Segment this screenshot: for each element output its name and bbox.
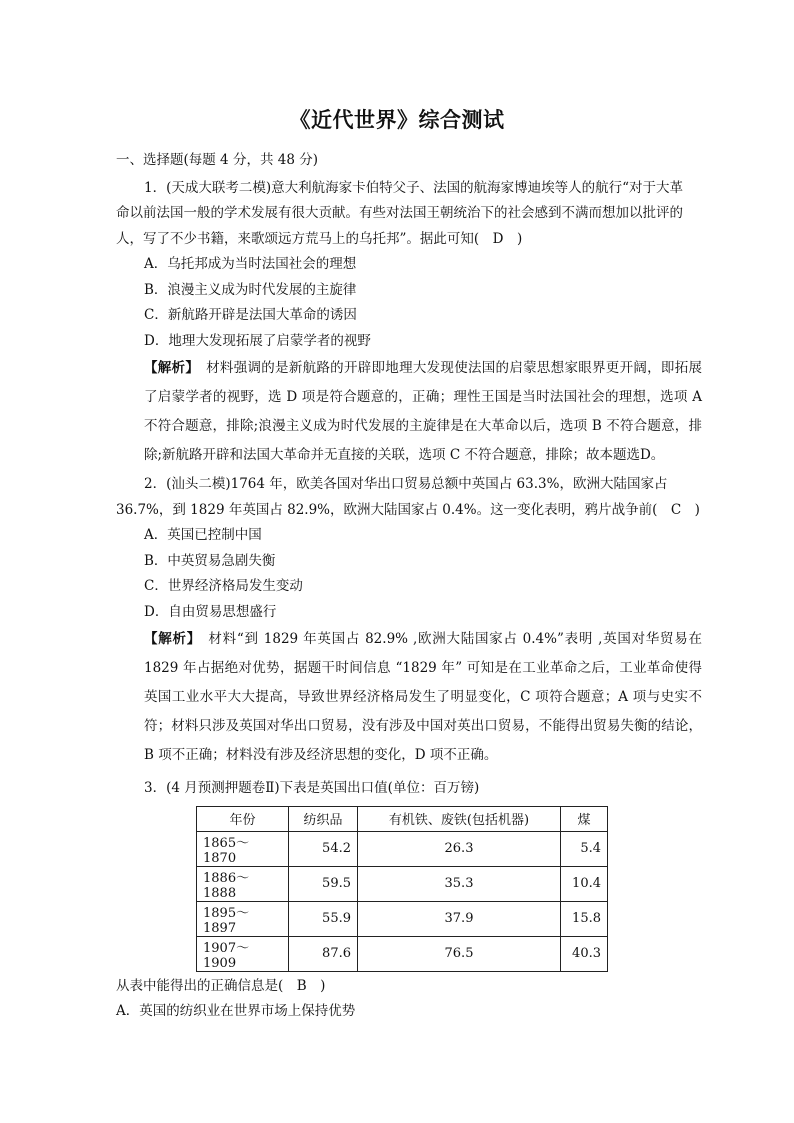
question-2-option-b: B．中英贸易急剧失衡 [144,552,276,569]
table-cell: 1907～1909 [197,936,289,971]
question-2 [116,472,702,770]
table-cell: 5.4 [561,831,608,866]
question-3-prompt: 从表中能得出的正确信息是( B ) [116,977,326,994]
question-2-stem-line-1: 2．(汕头二模)1764 年，欧美各国对华出口贸易总额中英国占 63.3%，欧洲大陆国家占 [144,476,668,492]
table-cell: 55.9 [289,901,358,936]
table-cell: 59.5 [289,866,358,901]
question-2-option-c: C．世界经济格局发生变动 [144,578,303,594]
question-1-option-a: A．乌托邦成为当时法国社会的理想 [144,256,357,272]
table-header-row [197,806,608,831]
table-cell: 1886～1888 [197,866,289,901]
table-cell: 26.3 [358,831,561,866]
table-header-cell: 有机铁、废铁(包括机器) [358,806,561,831]
question-1-option-b: B．浪漫主义成为时代发展的主旋律 [144,281,357,298]
question-1 [116,176,702,471]
table-cell: 76.5 [358,936,561,971]
question-3-option-a: A．英国的纺织业在世界市场上保持优势 [116,1003,356,1019]
question-1-stem-line-1: 1．(天成大联考二模)意大利航海家卡伯特父子、法国的航海家博迪埃等人的航行“对于大革 [144,179,684,196]
table-header-cell: 年份 [197,806,289,831]
table-cell: 10.4 [561,866,608,901]
table-cell: 37.9 [358,901,561,936]
table-cell: 87.6 [289,936,358,971]
question-3-stem-line-1: 3．(4 月预测押题卷Ⅱ)下表是英国出口值(单位：百万镑) [144,780,480,796]
table-cell: 54.2 [289,831,358,866]
question-1-stem-line-2: 命以前法国一般的学术发展有很大贡献。有些对法国王朝统治下的社会感到不满而想加以批评的 [116,205,683,221]
table-row [197,866,608,901]
page-title: 《近代世界》综合测试 [289,108,505,132]
table-cell: 1895～1897 [197,901,289,936]
question-1-stem-line-3: 人，写了不少书籍，来歌颂远方荒马上的乌托邦”。据此可知( D ) [116,230,523,247]
section-header: 一、选择题(每题 4 分，共 48 分) [116,152,318,168]
table-cell: 40.3 [561,936,608,971]
table-header-cell: 煤 [561,806,608,831]
export-value-table [196,806,608,972]
analysis-label: 【解析】 [144,631,195,647]
analysis-text: 材料强调的是新航路的开辟即地理大发现使法国的启蒙思想家眼界更开阔，即拓展了启蒙学者的视野，选 D 项是符合题意的，正确；理性王国是当时法国社会的理想，选项 A 不符合题意，排除;浪漫主义成为时代发展的主旋律是在大革命以后，选项 B 不符合题意，排除;新航路开辟和法国大革命并无直接的关联，选项 C 不符合题意，排除；故本题选D。 [144,360,702,463]
question-1-analysis [116,354,702,470]
table-header-cell: 纺织品 [289,806,358,831]
table-cell: 35.3 [358,866,561,901]
question-2-analysis [116,625,702,770]
table-cell: 1865～1870 [197,831,289,866]
question-3 [116,776,702,1025]
document-body [116,148,702,1025]
table-cell: 15.8 [561,901,608,936]
analysis-text: 材料“到 1829 年英国占 82.9% ,欧洲大陆国家占 0.4%”表明 ,英国对华贸易在 1829 年占据绝对优势，据题干时间信息 “1829 年” 可知是在工业革命之后，工业革命使得英国工业水平大大提高，导致世界经济格局发生了明显变化，C 项符合题意；A 项与史实不符；材料只涉及英国对华出口贸易，没有涉及中国对英出口贸易，不能得出贸易失衡的结论，B 项不正确；材料没有涉及经济思想的变化，D 项不正确。 [144,631,702,763]
question-2-option-a: A．英国已控制中国 [144,527,262,543]
question-2-option-d: D．自由贸易思想盛行 [144,603,277,620]
question-2-stem-line-2: 36.7%，到 1829 年英国占 82.9%，欧洲大陆国家占 0.4%。这一变化表明，鸦片战争前( C ) [116,501,700,518]
table-row [197,831,608,866]
table-row [197,936,608,971]
table-row [197,901,608,936]
question-1-option-c: C．新航路开辟是法国大革命的诱因 [144,307,357,323]
analysis-label: 【解析】 [144,360,193,376]
question-1-option-d: D．地理大发现拓展了启蒙学者的视野 [144,332,371,349]
